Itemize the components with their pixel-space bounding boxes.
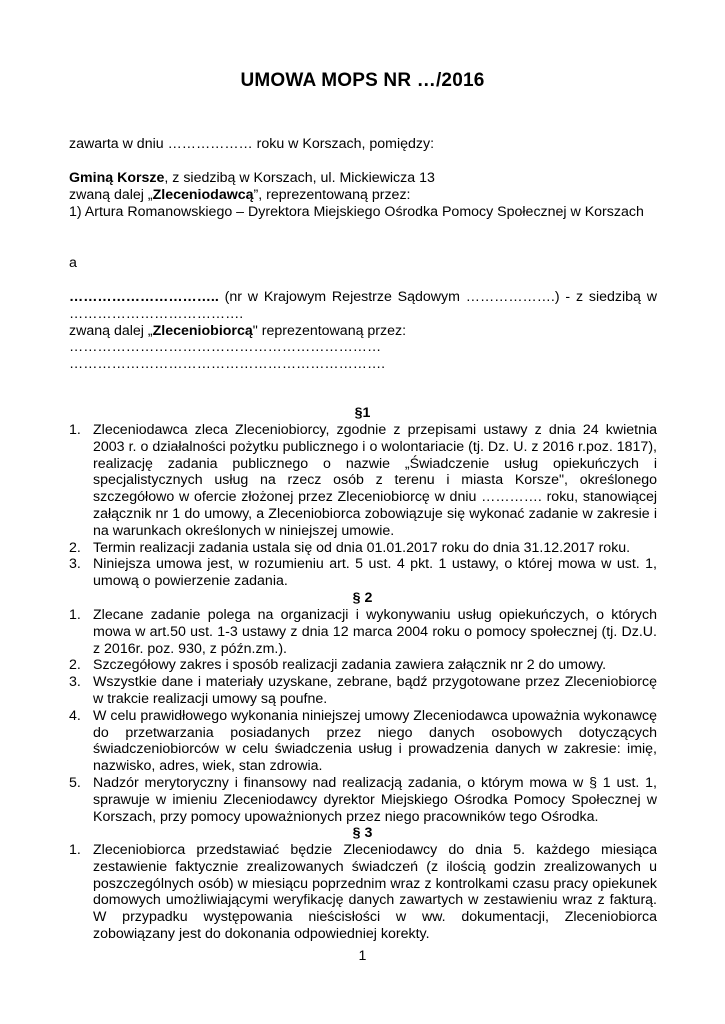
party2-called-suffix: " reprezentowaną przez:	[252, 322, 407, 339]
item-number: 3.	[69, 556, 81, 573]
document-title: UMOWA MOPS NR …/2016	[240, 70, 485, 91]
item-text: W celu prawidłowego wykonania niniejszej umowy Zleceniodawca upoważnia wykonawcę do przetwarzania posiadanych przez niego danych osobowych dotyczących świadczeniobiorców w celu świadczenia usług i prowadzenia danych w zakresie: imię, nazwisko, adres, wiek, stan zdrowia.	[93, 707, 657, 775]
item-text: Zlecane zadanie polega na organizacji i wykonywaniu usług opiekuńczych, o których mowa w art.50 ust. 1-3 ustawy z dnia 12 marca 2004 roku o pomocy społecznej (tj. Dz.U. z 2016r. poz. 930, z późn.zm.).	[93, 607, 657, 657]
list-item	[69, 842, 657, 943]
page-number: 1	[358, 948, 367, 964]
list-item	[69, 607, 657, 657]
intro-line: zawarta w dniu ……………… roku w Korszach, pomiędzy:	[69, 136, 435, 152]
item-text: Szczegółowy zakres i sposób realizacji zadania zawiera załącznik nr 2 do umowy.	[93, 657, 607, 674]
party1-called-suffix: ”, reprezentowaną przez:	[253, 186, 411, 203]
list-item	[69, 540, 657, 557]
item-text: Niniejsza umowa jest, w rozumieniu art. 5 ust. 4 pkt. 1 ustawy, o której mowa w ust. 1, umową o powierzenie zadania.	[93, 556, 657, 590]
and-word: a	[69, 255, 77, 271]
item-text: Wszystkie dane i materiały uzyskane, zebrane, bądź przygotowane przez Zleceniobiorcę w trakcie realizacji umowy są poufne.	[93, 674, 657, 707]
list-item	[69, 674, 657, 708]
party2-called-prefix: zwaną dalej „	[69, 322, 153, 339]
list-item	[69, 422, 657, 540]
list-item	[69, 708, 657, 775]
section-1-heading: §1	[354, 405, 371, 421]
section-1-list	[69, 422, 657, 590]
party1-role: Zleceniodawcą	[152, 186, 254, 203]
item-text: Termin realizacji zadania ustala się od dnia 01.01.2017 roku do dnia 31.12.2017 roku.	[93, 539, 631, 556]
party2-name: …………………………..	[69, 289, 219, 305]
list-item	[69, 556, 657, 590]
item-text: Nadzór merytoryczny i finansowy nad realizacją zadania, o którym mowa w § 1 ust. 1, sprawuje w imieniu Zleceniodawcy dyrektor Miejskiego Ośrodka Pomocy Społecznej w Korszach, przy pomocy upoważnionych przez niego pracowników tego Ośrodka.	[93, 774, 657, 825]
section-3-heading: § 3	[352, 825, 373, 841]
item-number: 4.	[69, 707, 81, 724]
party1-called-line	[69, 187, 657, 204]
section-3-list	[69, 842, 657, 943]
party2-role: Zleceniobiorcą	[152, 322, 253, 339]
item-number: 2.	[69, 657, 81, 674]
party1-block	[69, 170, 657, 220]
party1-address: , z siedzibą w Korszach, ul. Mickiewicza 13	[164, 170, 435, 186]
party2-block	[69, 289, 657, 373]
party1-representative: 1) Artura Romanowskiego – Dyrektora Miejskiego Ośrodka Pomocy Społecznej w Korszach	[69, 203, 644, 220]
party2-rep-line-2: ………………………………………………………….	[69, 356, 386, 373]
party1-name: Gminą Korsze	[69, 170, 165, 186]
list-item	[69, 775, 657, 825]
section-2-heading: § 2	[352, 590, 373, 606]
item-number: 1.	[69, 607, 81, 623]
party2-name-line	[69, 289, 657, 323]
party1-name-line	[69, 170, 657, 187]
item-number: 5.	[69, 774, 81, 791]
item-text: Zleceniodawca zleca Zleceniobiorcy, zgodnie z przepisami ustawy z dnia 24 kwietnia 2003 r. o działalności pożytku publicznego i o wolontariacie (tj. Dz. U. z 2016 r.poz. 1817), realizację zadania publicznego o nazwie „Świadczenie usług opiekuńczych i specjalistycznych usług na rzecz osób z terenu i miasta Korsze", określonego szczegółowo w ofercie złożonej przez Zleceniobiorcę w dniu …………. roku, stanowiącej załącznik nr 1 do umowy, a Zleceniobiorca zobowiązuje się wykonać zadanie w zakresie i na warunkach określonych w niniejszej umowie.	[93, 422, 657, 539]
list-item	[69, 657, 657, 674]
party1-called-prefix: zwaną dalej „	[69, 186, 153, 203]
party2-details: (nr w Krajowym Rejestrze Sądowym ……………….) - z siedzibą w ……………………………….	[69, 289, 657, 322]
item-number: 1.	[69, 842, 81, 858]
item-number: 2.	[69, 539, 81, 556]
item-text: Zleceniobiorca przedstawiać będzie Zleceniodawcy do dnia 5. każdego miesiąca zestawienie faktycznie zrealizowanych świadczeń (z ilością godzin zrealizowanych u poszczególnych osób) w miesiącu poprzednim wraz z kontrolkami czasu pracy opiekunek domowych umożliwiającymi weryfikację danych zawartych w zestawieniu wraz z fakturą. W przypadku występowania nieścisłości w ww. dokumentacji, Zleceniobiorca zobowiązany jest do dokonania odpowiedniej korekty.	[93, 842, 657, 942]
party2-rep-line-1: …………………………………………………………	[69, 339, 382, 356]
item-number: 1.	[69, 422, 81, 438]
section-2-list	[69, 607, 657, 825]
party2-called-line	[69, 323, 657, 340]
item-number: 3.	[69, 674, 81, 691]
